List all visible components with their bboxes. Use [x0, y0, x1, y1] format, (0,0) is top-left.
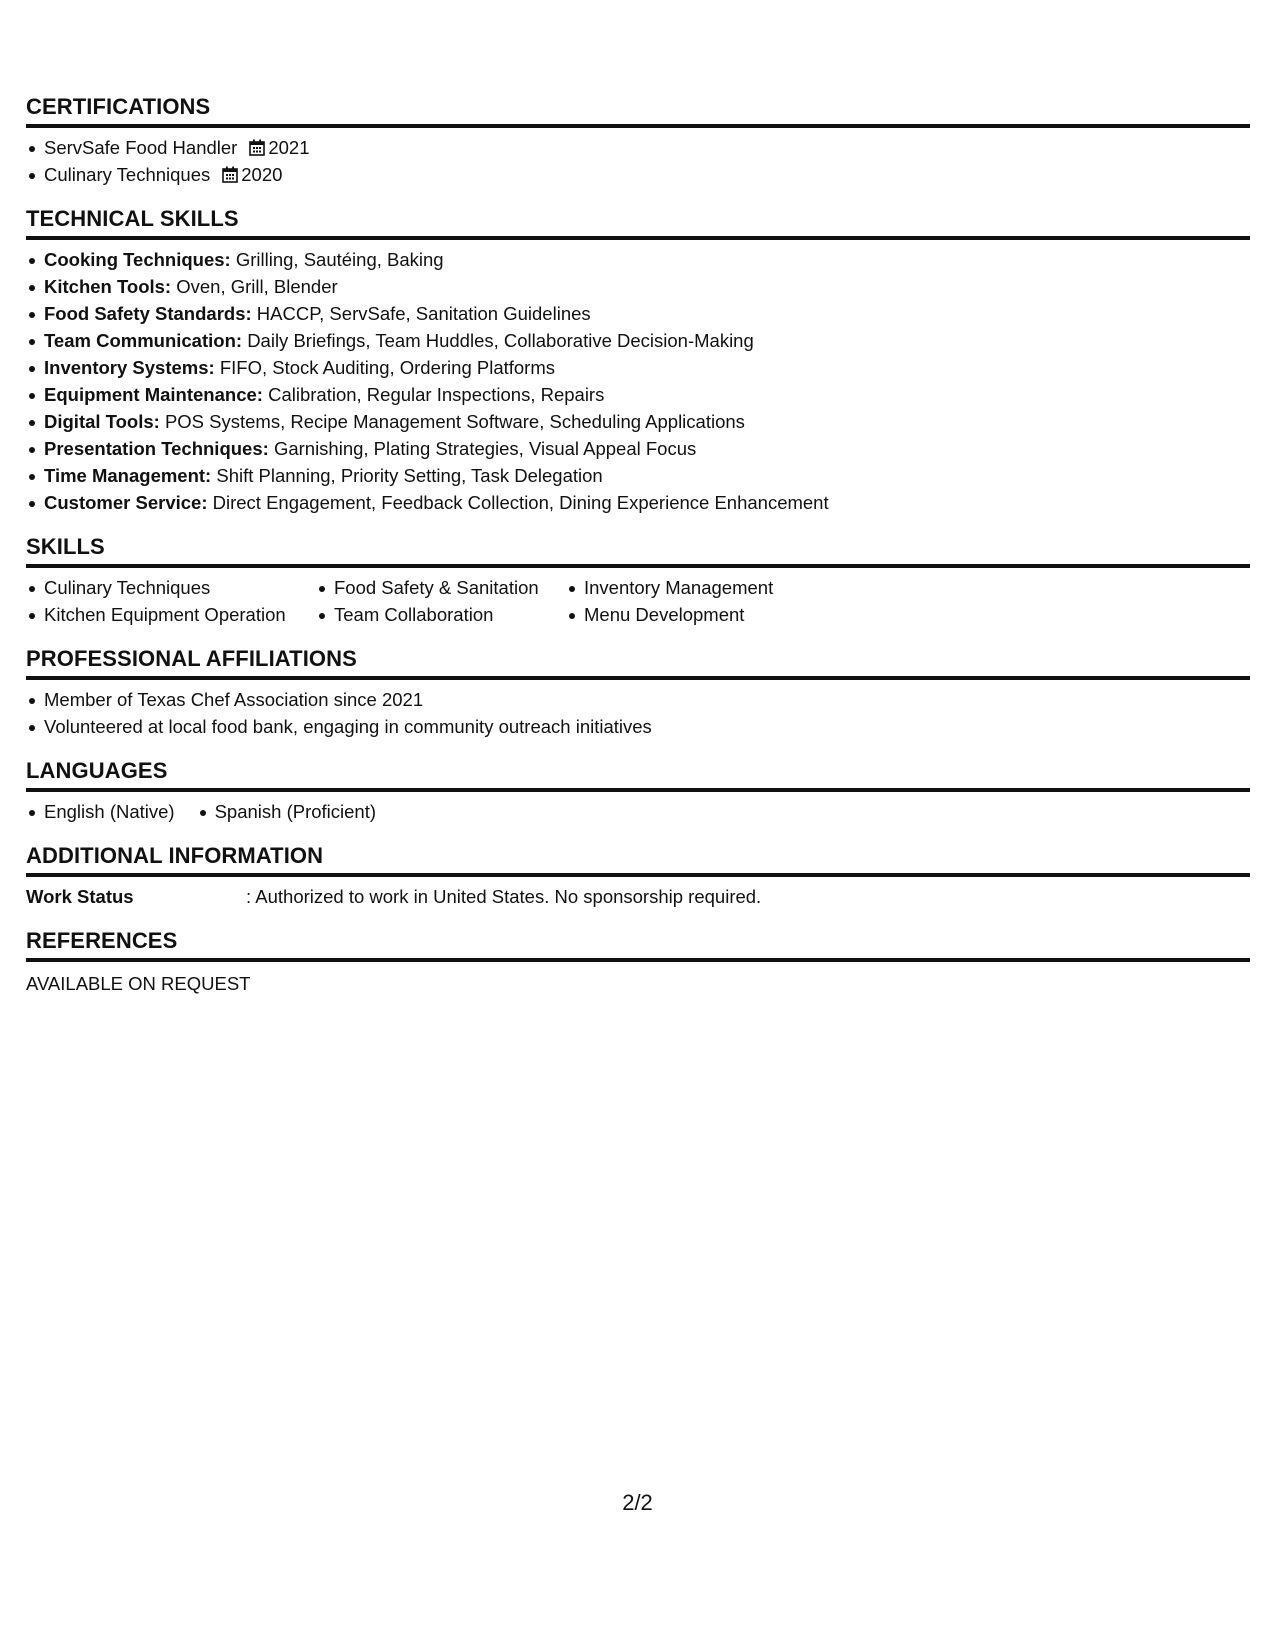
affiliations-title: PROFESSIONAL AFFILIATIONS: [26, 646, 1250, 680]
technical-skill-item: [26, 300, 1250, 327]
skill-category-label: Equipment Maintenance:: [44, 384, 263, 405]
technical-skill-item: [26, 408, 1250, 435]
additional-info-section: [26, 843, 1250, 910]
skill-category-label: Time Management:: [44, 465, 212, 486]
skill-category-value: Calibration, Regular Inspections, Repairs: [268, 384, 605, 405]
skill-category-value: POS Systems, Recipe Management Software, Scheduling Applications: [164, 411, 745, 432]
technical-skill-item: [26, 246, 1250, 273]
skill-category-label: Inventory Systems:: [44, 357, 215, 378]
skills-column: [26, 574, 316, 628]
certifications-section: [26, 94, 1250, 188]
technical-skill-item: [26, 489, 1250, 516]
skill-category-value: Direct Engagement, Feedback Collection, Dining Experience Enhancement: [212, 492, 829, 513]
certifications-title: CERTIFICATIONS: [26, 94, 1250, 128]
skill-category-label: Kitchen Tools:: [44, 276, 172, 297]
affiliations-section: [26, 646, 1250, 740]
languages-title: LANGUAGES: [26, 758, 1250, 792]
affiliation-item: Member of Texas Chef Association since 2021: [26, 686, 1250, 713]
skill-category-value: Garnishing, Plating Strategies, Visual Appeal Focus: [273, 438, 697, 459]
skill-item: Kitchen Equipment Operation: [26, 601, 316, 628]
skill-category-label: Team Communication:: [44, 330, 243, 351]
certification-item: [26, 161, 1250, 188]
references-section: [26, 928, 1250, 997]
skill-category-label: Digital Tools:: [44, 411, 160, 432]
additional-info-title: ADDITIONAL INFORMATION: [26, 843, 1250, 877]
skill-category-value: FIFO, Stock Auditing, Ordering Platforms: [219, 357, 556, 378]
skill-category-label: Cooking Techniques:: [44, 249, 231, 270]
technical-skills-title: TECHNICAL SKILLS: [26, 206, 1250, 240]
skill-category-label: Presentation Techniques:: [44, 438, 269, 459]
skill-category-value: HACCP, ServSafe, Sanitation Guidelines: [256, 303, 591, 324]
certifications-list: [26, 134, 1250, 188]
skill-item: Culinary Techniques: [26, 574, 316, 601]
calendar-icon: [222, 166, 238, 183]
technical-skill-item: [26, 381, 1250, 408]
references-title: REFERENCES: [26, 928, 1250, 962]
skills-column: [316, 574, 566, 628]
certification-name: ServSafe Food Handler: [44, 137, 238, 158]
work-status-row: [26, 883, 1250, 910]
resume-page: [26, 94, 1250, 1015]
skill-category-value: Oven, Grill, Blender: [176, 276, 338, 297]
technical-skills-list: [26, 246, 1250, 516]
skill-item: Menu Development: [566, 601, 866, 628]
technical-skill-item: [26, 435, 1250, 462]
skill-category-label: Customer Service:: [44, 492, 208, 513]
skill-category-value: Grilling, Sautéing, Baking: [235, 249, 444, 270]
languages-items: [26, 798, 398, 825]
language-item: English (Native): [26, 798, 175, 825]
languages-list: [26, 798, 1250, 825]
certification-year: 2020: [241, 164, 283, 185]
technical-skill-item: [26, 273, 1250, 300]
technical-skill-item: [26, 462, 1250, 489]
skill-category-label: Food Safety Standards:: [44, 303, 252, 324]
calendar-icon: [249, 139, 265, 156]
skills-column: [566, 574, 866, 628]
technical-skill-item: [26, 354, 1250, 381]
technical-skills-section: [26, 206, 1250, 516]
affiliation-item: Volunteered at local food bank, engaging in community outreach initiatives: [26, 713, 1250, 740]
technical-skill-item: [26, 327, 1250, 354]
skills-title: SKILLS: [26, 534, 1250, 568]
skills-section: [26, 534, 1250, 628]
language-item: Spanish (Proficient): [197, 798, 376, 825]
affiliations-list: [26, 686, 1250, 740]
certification-item: [26, 134, 1250, 161]
skill-item: Inventory Management: [566, 574, 866, 601]
certification-year: 2021: [268, 137, 310, 158]
work-status-value: : Authorized to work in United States. No sponsorship required.: [246, 886, 762, 907]
skill-category-value: Shift Planning, Priority Setting, Task Delegation: [216, 465, 603, 486]
skill-item: Team Collaboration: [316, 601, 566, 628]
skills-grid: [26, 574, 1250, 628]
skill-category-value: Daily Briefings, Team Huddles, Collaborative Decision-Making: [247, 330, 754, 351]
page-number: 2/2: [622, 1490, 653, 1515]
skill-item: Food Safety & Sanitation: [316, 574, 566, 601]
references-text: AVAILABLE ON REQUEST: [26, 973, 251, 994]
certification-name: Culinary Techniques: [44, 164, 211, 185]
languages-section: [26, 758, 1250, 825]
work-status-label: Work Status: [26, 886, 134, 907]
